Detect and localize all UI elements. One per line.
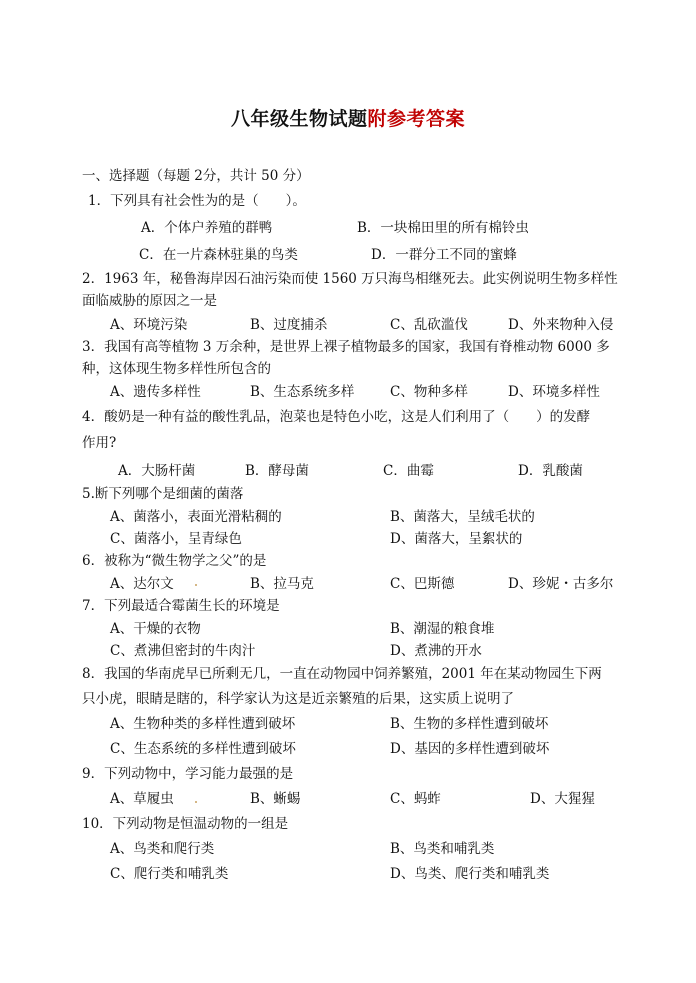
q2-stem-line2: 面临威胁的原因之一是 [82, 293, 217, 309]
q3-option-c: C、物种多样 [390, 384, 468, 400]
q4-option-d: D．乳酸菌 [518, 463, 583, 479]
q9-option-c: C、蚂蚱 [390, 791, 441, 807]
q7-option-a: A、干燥的衣物 [110, 621, 201, 637]
q6-stem: 6．被称为“微生物学之父”的是 [82, 553, 267, 569]
q4-option-c: C．曲霉 [383, 463, 434, 479]
page-title [0, 104, 696, 131]
q9-option-d: D、大猩猩 [530, 791, 595, 807]
q5-option-c: C、菌落小，呈青绿色 [110, 531, 242, 547]
section-heading: 一、选择题（每题 2分，共计 50 分） [82, 168, 310, 184]
q10-option-c: C、爬行类和哺乳类 [110, 866, 229, 882]
q2-option-b: B、过度捕杀 [250, 317, 328, 333]
q5-option-a: A、菌落小，表面光滑粘稠的 [110, 509, 282, 525]
q7-option-d: D、煮沸的开水 [390, 643, 482, 659]
title-accent: 附参考答案 [367, 108, 466, 130]
q8-option-d: D、基因的多样性遭到破坏 [390, 741, 550, 757]
stray-dot [195, 801, 197, 803]
q6-option-b: B、拉马克 [250, 576, 314, 592]
q6-option-a: A、达尔文 [110, 576, 174, 592]
q1-option-d: D．一群分工不同的蜜蜂 [371, 247, 517, 263]
q5-option-b: B、菌落大，呈绒毛状的 [390, 509, 535, 525]
q7-stem: 7．下列最适合霉菌生长的环境是 [82, 598, 280, 614]
q7-option-c: C、煮沸但密封的牛肉汁 [110, 643, 256, 659]
q3-stem-line1: 3．我国有高等植物 3 万余种，是世界上裸子植物最多的国家，我国有脊椎动物 6000 多 [82, 339, 610, 355]
q1-option-b: B．一块棉田里的所有棉铃虫 [357, 220, 529, 236]
q2-option-a: A、环境污染 [110, 317, 188, 333]
q5-option-d: D、菌落大，呈絮状的 [390, 531, 523, 547]
title-main: 八年级生物试题 [230, 108, 368, 130]
q9-option-a: A、草履虫 [110, 791, 174, 807]
q8-stem-line2: 只小虎，眼睛是瞎的，科学家认为这是近亲繁殖的后果，这实质上说明了 [82, 691, 514, 707]
q1-stem: 1．下列具有社会性为的是（ ）。 [88, 193, 306, 209]
q3-option-d: D、环境多样性 [508, 384, 600, 400]
q10-option-d: D、鸟类、爬行类和哺乳类 [390, 866, 550, 882]
q4-stem-line1: 4．酸奶是一种有益的酸性乳品，泡菜也是特色小吃，这是人们利用了（ ）的发酵 [82, 409, 591, 425]
q9-stem: 9．下列动物中，学习能力最强的是 [82, 766, 294, 782]
q2-stem-line1: 2．1963 年，秘鲁海岸因石油污染而使 1560 万只海鸟相继死去。此实例说明生物多样性 [82, 271, 618, 287]
q10-stem: 10．下列动物是恒温动物的一组是 [82, 816, 289, 832]
q2-option-c: C、乱砍滥伐 [390, 317, 468, 333]
q2-option-d: D、外来物种入侵 [508, 317, 614, 333]
q8-option-b: B、生物的多样性遭到破坏 [390, 716, 549, 732]
q6-option-c: C、巴斯德 [390, 576, 455, 592]
q6-option-d: D、珍妮・古多尔 [508, 576, 614, 592]
q4-stem-line2: 作用? [82, 435, 117, 451]
q10-option-a: A、鸟类和爬行类 [110, 841, 215, 857]
q3-option-a: A、遗传多样性 [110, 384, 201, 400]
q1-option-a: A．个体户养殖的群鸭 [141, 220, 273, 236]
stray-dot [195, 584, 197, 586]
q7-option-b: B、潮湿的粮食堆 [390, 621, 495, 637]
q8-option-a: A、生物种类的多样性遭到破坏 [110, 716, 296, 732]
q9-option-b: B、蜥蜴 [250, 791, 301, 807]
q4-option-b: B．酵母菌 [245, 463, 309, 479]
q1-option-c: C．在一片森林驻巢的鸟类 [139, 247, 298, 263]
q3-option-b: B、生态系统多样 [250, 384, 355, 400]
q4-option-a: A．大肠杆菌 [118, 463, 196, 479]
q8-stem-line1: 8．我国的华南虎早已所剩无几，一直在动物园中饲养繁殖，2001 年在某动物园生下两 [82, 666, 602, 682]
q10-option-b: B、鸟类和哺乳类 [390, 841, 495, 857]
q8-option-c: C、生态系统的多样性遭到破坏 [110, 741, 296, 757]
q3-stem-line2: 种，这体现生物多样性所包含的 [82, 361, 271, 377]
q5-stem: 5.断下列哪个是细菌的菌落 [82, 486, 244, 502]
